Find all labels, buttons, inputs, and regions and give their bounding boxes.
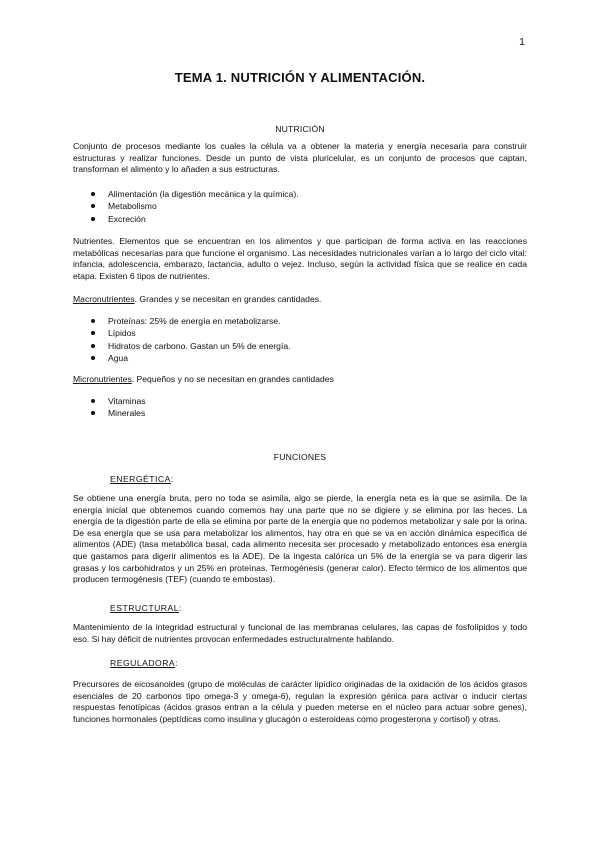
nutrientes-paragraph: Nutrientes. Elementos que se encuentran en los alimentos y que participan de forma activa en las reacciones metabólicas necesarias para que funcione el organismo. Las necesidades nutricionales varían a lo largo del ciclo vital: infancia, adolescencia, embarazo, lactancia, adulto o vejez. Incluso, según la actividad física que se realice en cada etapa. Existen 6 tipos de nutrientes. bbox=[73, 236, 527, 281]
macronutrientes-line bbox=[73, 294, 321, 306]
micronutrientes-label: Micronutrientes bbox=[73, 374, 132, 384]
macronutrientes-list bbox=[87, 315, 291, 364]
reguladora-subheading: REGULADORA: bbox=[110, 658, 179, 668]
estructural-subheading: ESTRUCTURAL: bbox=[110, 603, 182, 613]
page-number: 1 bbox=[519, 36, 525, 48]
bullet-icon bbox=[91, 319, 95, 323]
bullet-icon bbox=[91, 331, 95, 335]
section-heading-nutricion: NUTRICIÓN bbox=[275, 124, 325, 134]
micronutrientes-list bbox=[87, 395, 146, 420]
bullet-icon bbox=[91, 411, 95, 415]
estructural-paragraph: Mantenimiento de la integridad estructural y funcional de las membranas celulares, las capas de fosfolípidos y todo eso. Si hay déficit de nutrientes provocan enfermedades estructuralmente hablando. bbox=[73, 622, 527, 644]
macronutrientes-description: . Grandes y se necesitan en grandes cantidades. bbox=[134, 294, 322, 304]
list-item: Metabolismo bbox=[87, 200, 299, 212]
bullet-icon bbox=[91, 399, 95, 403]
list-item: Excreción bbox=[87, 213, 299, 225]
list-item: Vitaminas bbox=[87, 395, 146, 407]
bullet-icon bbox=[91, 204, 95, 208]
micronutrientes-line bbox=[73, 374, 334, 386]
bullet-icon bbox=[91, 217, 95, 221]
nutricion-intro-paragraph: Conjunto de procesos mediante los cuales la célula va a obtener la materia y energía necesaria para construir estructuras y realizar funciones. Desde un punto de vista pluricelular, es un conjunto de procesos que captan, transforman el alimento y lo añaden a sus estructuras. bbox=[73, 141, 527, 175]
energetica-paragraph: Se obtiene una energía bruta, pero no toda se asimila, algo se pierde, la energía neta es la que se asimila. De la energía inicial que obtenemos cuando comemos hay una parte que no se digiere y se elimina por las heces. La energía de la digestión parte de ella se elimina por parte de la energía que no podemos metabolizar y sale por la orina. De esa energía que se usa para metabolizar los alimentos, hay otra en que se va en acción dinámica específica de alimentos (ADE) (tasa metabólica basal, cada alimento necesita ser procesado y metabolizado entonces esa energía que gastamos para digerir alimentos es la ADE). De la ingesta calórica un 5% de la energía se va para digerir las grasas y los carbohidratos y un 25% en proteínas. Termogénesis (generar calor). Efecto térmico de los alimentos que producen termogénesis (TEF) (cuando te embostas). bbox=[73, 493, 527, 585]
bullet-icon bbox=[91, 356, 95, 360]
list-item: Hidratos de carbono. Gastan un 5% de energía. bbox=[87, 340, 291, 352]
list-item: Agua bbox=[87, 352, 291, 364]
bullet-icon bbox=[91, 344, 95, 348]
macronutrientes-label: Macronutrientes bbox=[73, 294, 135, 304]
list-item: Lípidos bbox=[87, 327, 291, 339]
section-heading-funciones: FUNCIONES bbox=[273, 452, 327, 462]
document-title: TEMA 1. NUTRICIÓN Y ALIMENTACIÓN. bbox=[174, 70, 426, 85]
list-item: Proteínas: 25% de energía en metabolizarse. bbox=[87, 315, 291, 327]
bullet-icon bbox=[91, 192, 95, 196]
list-item: Alimentación (la digestión mecánica y la química). bbox=[87, 188, 299, 200]
micronutrientes-description: . Pequeños y no se necesitan en grandes cantidades bbox=[131, 374, 334, 384]
energetica-subheading: ENERGÉTICA: bbox=[110, 474, 174, 484]
list-item: Minerales bbox=[87, 407, 146, 419]
nutricion-bullet-list bbox=[87, 188, 299, 225]
reguladora-paragraph: Precursores de eicosanoides (grupo de moléculas de carácter lipídico originadas de la oxidación de los ácidos grasos esenciales de 20 carbonos tipo omega-3 y omega-6), regulan la expresión génica para activar o inducir ciertas respuestas fenotípicas (ácidos grasos entran a la célula y pueden meterse en el núcleo para actuar sobre genes), funciones hormonales (peptídicas como insulina y glucagón o esteroideas como progesterona y cortisol) y otras. bbox=[73, 679, 527, 724]
